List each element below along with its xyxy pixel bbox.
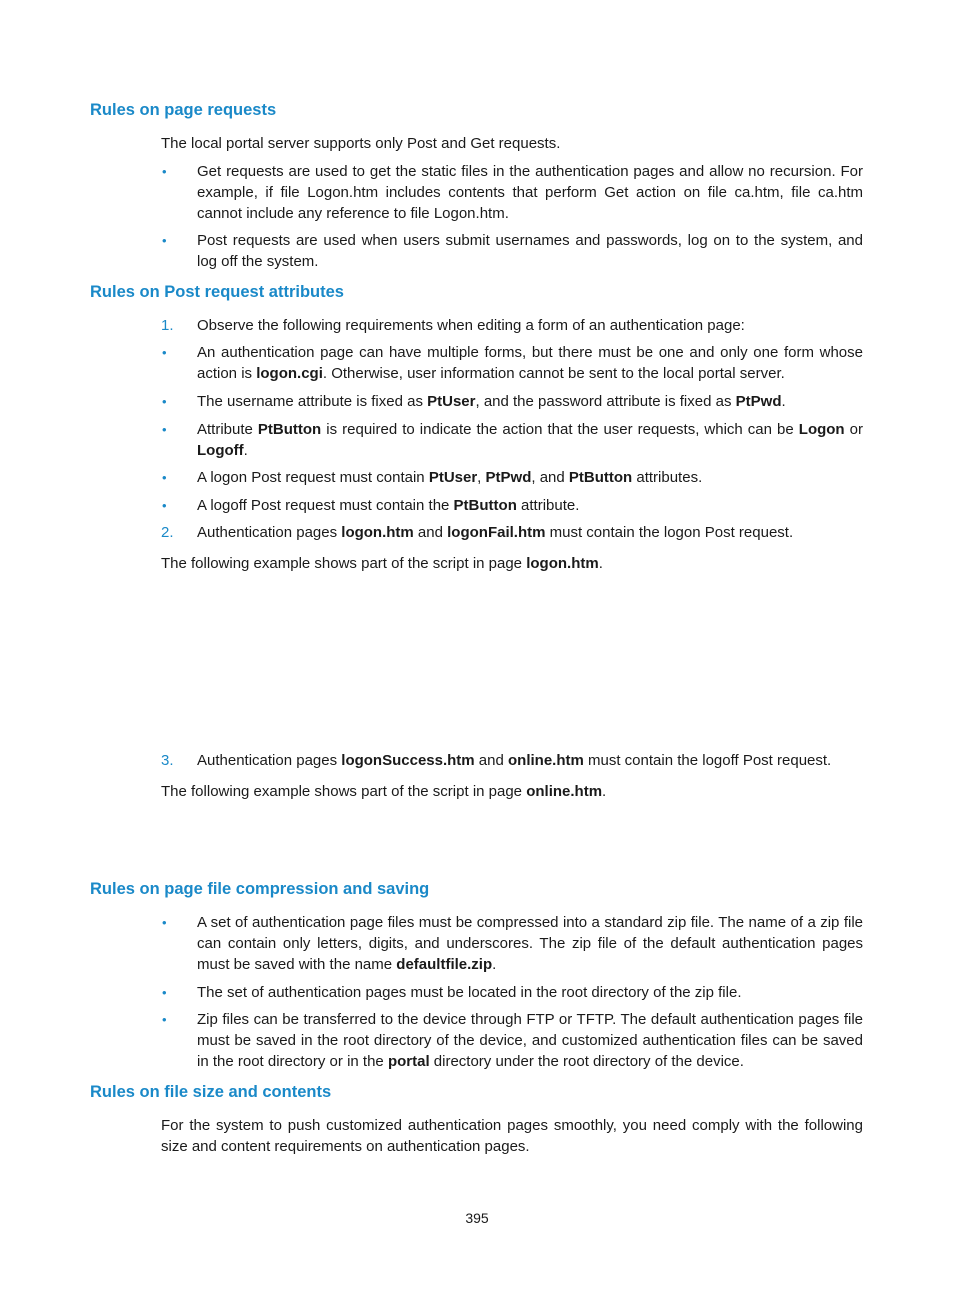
heading-file-size: Rules on file size and contents: [90, 1083, 332, 1101]
bullet-icon: •: [162, 394, 167, 409]
list-item-text: A logon Post request must contain PtUser, PtPwd, and PtButton attributes.: [197, 469, 703, 486]
paragraph-size-intro: For the system to push customized authentication pages smoothly, you need comply with the following size and content requirements on authentication pages.: [161, 1117, 863, 1155]
list-item-text: Authentication pages logon.htm and logonFail.htm must contain the logon Post request.: [197, 524, 794, 541]
paragraph-intro: The local portal server supports only Post and Get requests.: [161, 135, 561, 152]
list-item-text: Post requests are used when users submit usernames and passwords, log on to the system, and log off the system.: [197, 232, 863, 270]
bullet-icon: •: [162, 915, 167, 930]
bullet-icon: •: [162, 470, 167, 485]
list-item-text: A set of authentication page files must be compressed into a standard zip file. The name of a zip file can contain only letters, digits, and underscores. The zip file of the default authentication pages must be saved with the name defaultfile.zip.: [197, 914, 863, 973]
step-number: 2.: [161, 524, 174, 541]
list-item: [161, 161, 863, 224]
heading-post-attributes: Rules on Post request attributes: [90, 283, 344, 301]
list-item-text: Attribute PtButton is required to indicate the action that the user requests, which can be Logon or Logoff.: [197, 421, 863, 459]
step-number: 3.: [161, 752, 174, 769]
list-item-text: Zip files can be transferred to the device through FTP or TFTP. The default authentication pages file must be saved in the root directory of the device, and customized authentication files can be saved in the root directory or in the portal directory under the root directory of the device.: [197, 1011, 863, 1070]
bullet-icon: •: [162, 422, 167, 437]
list-item-text: A logoff Post request must contain the PtButton attribute.: [197, 497, 580, 514]
heading-compression: Rules on page file compression and saving: [90, 880, 430, 898]
page-number: 395: [465, 1210, 489, 1226]
list-item-text: Get requests are used to get the static files in the authentication pages and allow no recursion. For example, if file Logon.htm includes contents that perform Get action on file ca.htm, file ca.htm cannot include any reference to file Logon.htm.: [197, 163, 863, 222]
list-item-text: Authentication pages logonSuccess.htm and online.htm must contain the logoff Post request.: [197, 752, 832, 769]
list-item-text: The set of authentication pages must be located in the root directory of the zip file.: [197, 984, 742, 1001]
list-item-text: The username attribute is fixed as PtUser, and the password attribute is fixed as PtPwd.: [197, 393, 786, 410]
paragraph-example-logon: The following example shows part of the script in page logon.htm.: [161, 555, 603, 572]
bullet-icon: •: [162, 345, 167, 360]
list-item-text: An authentication page can have multiple forms, but there must be one and only one form whose action is logon.cgi. Otherwise, user information cannot be sent to the local portal server.: [197, 344, 863, 382]
list-item-text: Observe the following requirements when editing a form of an authentication page:: [197, 317, 745, 334]
step-number: 1.: [161, 317, 174, 334]
bullet-icon: •: [162, 985, 167, 1000]
list-item: [161, 230, 863, 272]
bullet-icon: •: [162, 1012, 167, 1027]
paragraph-example-online: The following example shows part of the script in page online.htm.: [161, 783, 607, 800]
heading-page-requests: Rules on page requests: [90, 101, 277, 119]
bullet-icon: •: [162, 164, 167, 179]
bullet-icon: •: [162, 233, 167, 248]
bullet-icon: •: [162, 498, 167, 513]
